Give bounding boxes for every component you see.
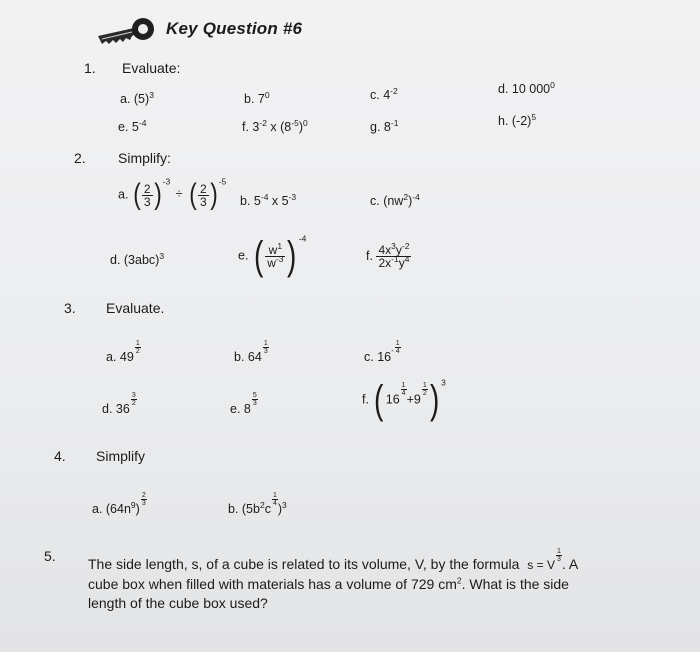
q3-item-f: f. ( 16 $\frac{1}{4}$ +9 $\frac{1}{2}$ ) $^3$ [362, 377, 446, 422]
q1-item-h: h. $(-2)^5$ [498, 111, 537, 128]
q2-number: 2. [74, 150, 86, 166]
q3-item-e: e. 8 $\frac{5}{3}$ [230, 392, 257, 416]
q1-item-e: e. $5^{-4}$ [118, 117, 147, 134]
q1-item-b: b. $7^0$ [244, 89, 270, 106]
q3-item-d: d. 36 $\frac{3}{2}$ [102, 392, 136, 416]
q4-item-b: b. ($5b^2c$ $\frac{1}{4}$ )$^3$ [228, 492, 287, 516]
q3-heading: Evaluate. [106, 300, 165, 316]
q2-item-c: c. $(nw^2)^{-4}$ [370, 191, 420, 208]
q3-item-c: c. 16- $\frac{1}{4}$ [364, 340, 400, 364]
q1-item-a: a. $(5)^3$ [120, 89, 154, 106]
q2-item-a: a. ( $\frac{2}{3}$ )$^{-3}$ ÷ ( $\frac{2}{3}$ )$^{-5}$ [118, 176, 227, 211]
q1-item-g: g. $8^{-1}$ [370, 117, 399, 134]
key-icon [96, 14, 160, 48]
q4-number: 4. [54, 448, 66, 464]
q1-item-f: f. $3^{-2}$ x $(8^{-5})^0$ [242, 117, 308, 134]
q5-number: 5. [44, 548, 56, 564]
q1-heading: Evaluate: [122, 60, 181, 76]
q2-item-b: b. $5^{-4}$ x $5^{-3}$ [240, 191, 297, 208]
q4-heading: Simplify [96, 448, 146, 464]
q1-item-d: d. 10 $000^0$ [498, 79, 555, 96]
q3-number: 3. [64, 300, 76, 316]
q2-heading: Simplify: [118, 150, 171, 166]
q1-item-c: c. $4^{-2}$ [370, 85, 398, 102]
q4-item-a: a. $(64n^9)$ $\frac{2}{3}$ [92, 492, 146, 516]
q1-number: 1. [84, 60, 96, 76]
q3-item-b: b. 64 $\frac{1}{3}$ [234, 340, 268, 364]
q2-item-f: f. $\frac{4x^3y^{-2}}{2x^{-1}y^4}$ [366, 241, 410, 270]
q2-item-d: d. $(3abc)^3$ [110, 250, 165, 267]
q5-text: The side length, s, of a cube is related to its volume, V, by the formula s = V $\frac{1}{3}$ . A cube box when filled with materials has a volume of 729 $cm^2$. What is the side length of the cube box used? [88, 548, 579, 611]
q3-item-a: a. 49 $\frac{1}{2}$ [106, 340, 140, 364]
page-title: Key Question #6 [166, 19, 303, 38]
q2-item-e: e. ( $\frac{w^1}{w^{-3}}$ ) $^{-4}$ [238, 233, 307, 278]
